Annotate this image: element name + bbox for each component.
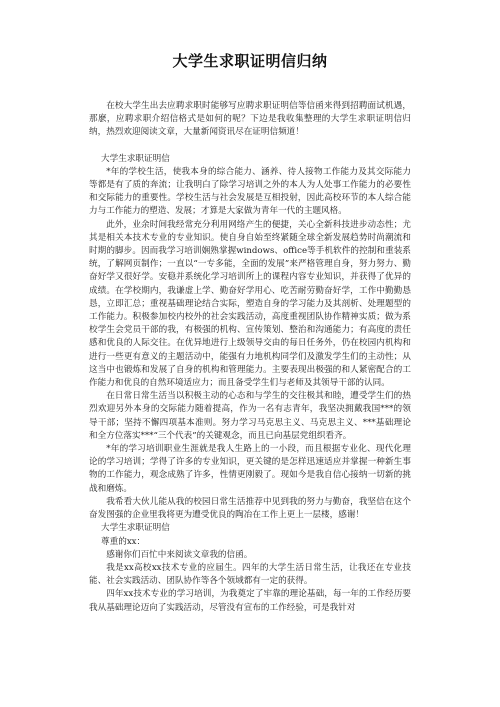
- body-paragraph: 我是xx高校xx技术专业的应届生。四年的大学生活日常生活，让我还在专业技能、社会实践活动、团队协作等各个领域都有一定的获得。: [89, 562, 411, 587]
- section-heading: 大学生求职证明信: [101, 523, 170, 534]
- body-paragraph: 在日常日常生活当以积极主动的心态和与学生的交往极其和睦，遭受学生们的热烈欢迎另外本身的交际能力随着提高，作为一名有志青年，我坚决拥戴我国***的领导干部；坚持不懈四项基本准则。努力学习马克思主义、马克思主义、***基础理论和全方位落实***“三个代表”的关键观念，而且已向基层党组织看齐。: [89, 391, 411, 441]
- body-paragraph: 感谢你们百忙中来阅读文章我的信函。: [106, 549, 253, 560]
- document-title: 大学生求职证明信归纳: [172, 52, 328, 70]
- document-body: [89, 100, 411, 615]
- intro-paragraph: 在校大学生出去应聘求职时能够写应聘求职证明信等信函来得到招聘面试机遇，那麽，应聘求职介绍信格式是如何的呢？下边是我收集整理的大学生求职证明信归纳，热烈欢迎阅读文章，大量新闻资讯尽在证明信频道！: [89, 101, 411, 138]
- body-paragraph: *年的学习培训职业生涯就是我人生路上的一小段，而且根据专业化、现代化理论的学习培训；学得了许多的专业知识，更关键的是怎样迅速适应并掌握一种新生事物的工作能力，观念成熟了许多，性情更刚毅了。现如今是我自信心接纳一切新的挑战和磨炼。: [89, 444, 411, 494]
- body-paragraph: 此外，业余时间我经常充分利用网络产生的便捷，关心全新科技进步动态性；尤其是相关本技术专业的专业知识。使自身自始至终紧随全球全新发展趋势时尚潮流和时期的脚步。因而我学习培训娴熟掌握windows、office等手机软件的控制和重装系统，了解网页制作；一直以“一专多能，全面的发展”来严格管理自身，努力努力、勤奋好学又很好学。安稳并系统化学习培训所上的课程内容专业知识，并获得了优异的成绩。在学校期内，我谦虚上学、勤奋好学用心、吃苦耐劳勤奋好学，工作中勤勤恳恳，立即汇总；重视基础理论结合实际，塑造自身的学习能力及其剖析、处理题型的工作能力。积极参加校内校外的社会实践活动，高度重视团队协作精神实质；做为系校学生会党员干部的我，有极强的机构、宣传策划、整治和沟通能力；有高度的责任感和优良的人际交往。在优异地进行上级领导交由的每日任务外，仍在校园内机构和进行一些更有意义的主题活动中，能强有力地机构同学们及激发学生们的主动性；从这当中也锻炼和发展了自身的机构和管理能力。主要表现出极强的和人紧密配合的工作能力和优良的自然环境适应力；而且备受学生们与老师及其领导干部的认同。: [89, 219, 411, 389]
- section-heading: 大学生求职证明信: [101, 153, 170, 164]
- salutation: 尊重的xx：: [101, 536, 146, 547]
- body-paragraph: *年的学校生活，使我本身的综合能力、涵养、待人接物工作能力及其交际能力等都是有了质的奔流；让我明白了除学习培训之外的本人为人处事工作能力的必要性和交际能力的重要性。学校生活与社会发展是互相投射，因此高校环节的本人综合能力与工作能力的塑造、发展；才算是大家做为青年一代的主题风格。: [89, 166, 411, 217]
- body-paragraph: 我希看大伙儿能从我的校园日常生活推荐中见到我的努力与勤奋，我坚信在这个奋发图强的企业里我将更为遭受优良的陶冶在工作上更上一层楼，感谢！: [89, 496, 411, 521]
- body-paragraph: 四年xx技术专业的学习培训，为我奠定了牢靠的理论基础，每一年的工作经历要我从基础理论迈向了实践活动，尽管没有宣布的工作经验，可是我针对: [89, 589, 411, 613]
